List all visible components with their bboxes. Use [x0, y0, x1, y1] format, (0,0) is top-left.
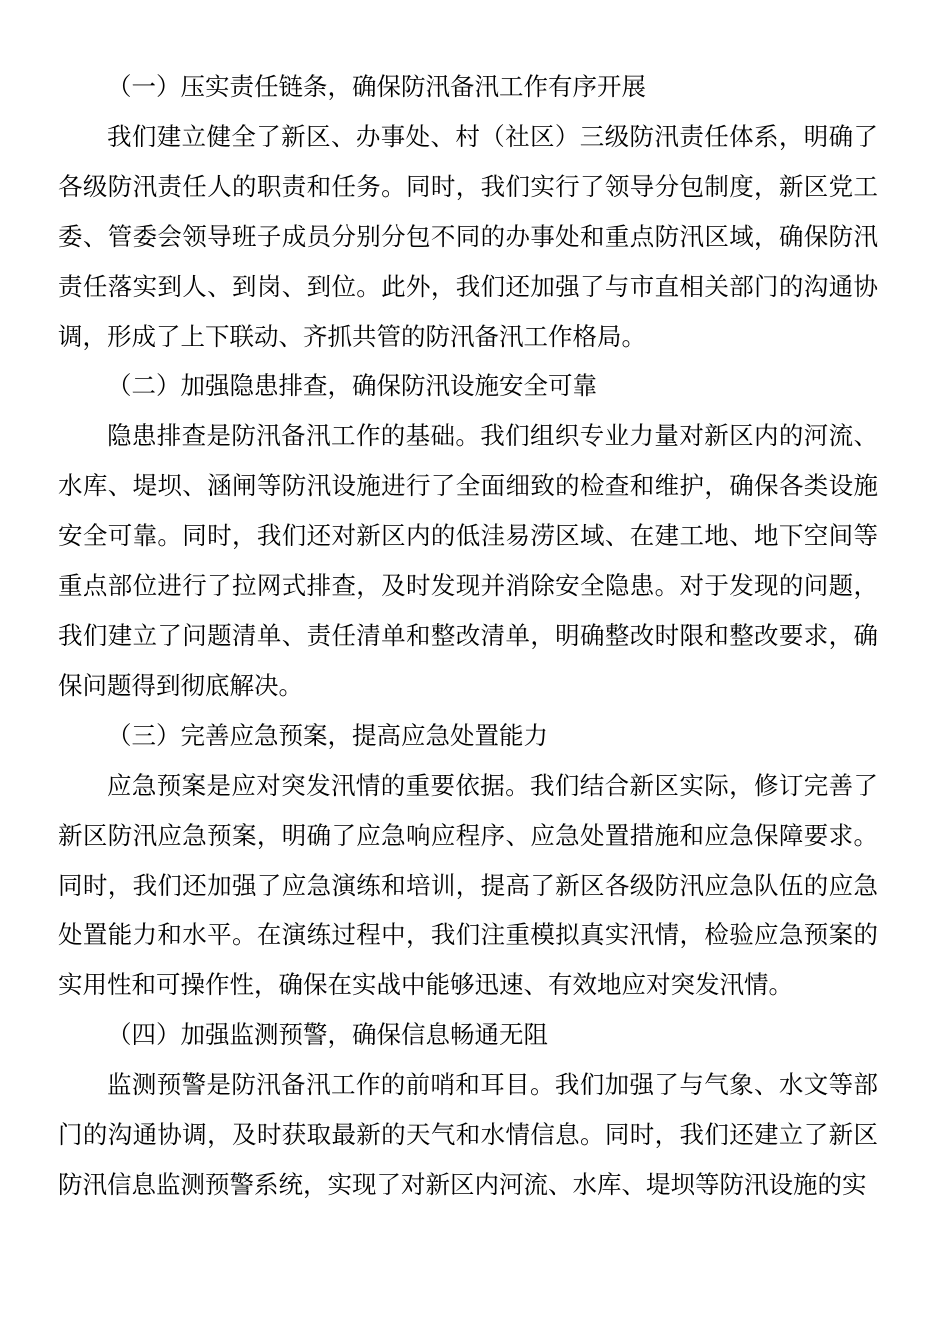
document-body [58, 62, 878, 1210]
section-paragraph-2: 隐患排查是防汛备汛工作的基础。我们组织专业力量对新区内的河流、水库、堤坝、涵闸等防汛设施进行了全面细致的检查和维护，确保各类设施安全可靠。同时，我们还对新区内的低洼易涝区域、在建工地、地下空间等重点部位进行了拉网式排查，及时发现并消除安全隐患。对于发现的问题，我们建立了问题清单、责任清单和整改清单，明确整改时限和整改要求，确保问题得到彻底解决。 [58, 421, 878, 700]
section-paragraph-3: 应急预案是应对突发汛情的重要依据。我们结合新区实际，修订完善了新区防汛应急预案，明确了应急响应程序、应急处置措施和应急保障要求。同时，我们还加强了应急演练和培训，提高了新区各级防汛应急队伍的应急处置能力和水平。在演练过程中，我们注重模拟真实汛情，检验应急预案的实用性和可操作性，确保在实战中能够迅速、有效地应对突发汛情。 [58, 770, 878, 1000]
section-heading-1: （一）压实责任链条，确保防汛备汛工作有序开展 [107, 72, 646, 101]
section-heading-4: （四）加强监测预警，确保信息畅通无阻 [107, 1020, 548, 1050]
section-paragraph-4: 监测预警是防汛备汛工作的前哨和耳目。我们加强了与气象、水文等部门的沟通协调，及时获取最新的天气和水情信息。同时，我们还建立了新区防汛信息监测预警系统，实现了对新区内河流、水库、堤坝等防汛设施的实 [58, 1070, 878, 1199]
section-heading-2: （二）加强隐患排查，确保防汛设施安全可靠 [107, 371, 597, 401]
section-heading-3: （三）完善应急预案，提高应急处置能力 [107, 720, 548, 750]
section-paragraph-1: 我们建立健全了新区、办事处、村（社区）三级防汛责任体系，明确了各级防汛责任人的职责和任务。同时，我们实行了领导分包制度，新区党工委、管委会领导班子成员分别分包不同的办事处和重点防汛区域，确保防汛责任落实到人、到岗、到位。此外，我们还加强了与市直相关部门的沟通协调，形成了上下联动、齐抓共管的防汛备汛工作格局。 [58, 121, 878, 351]
